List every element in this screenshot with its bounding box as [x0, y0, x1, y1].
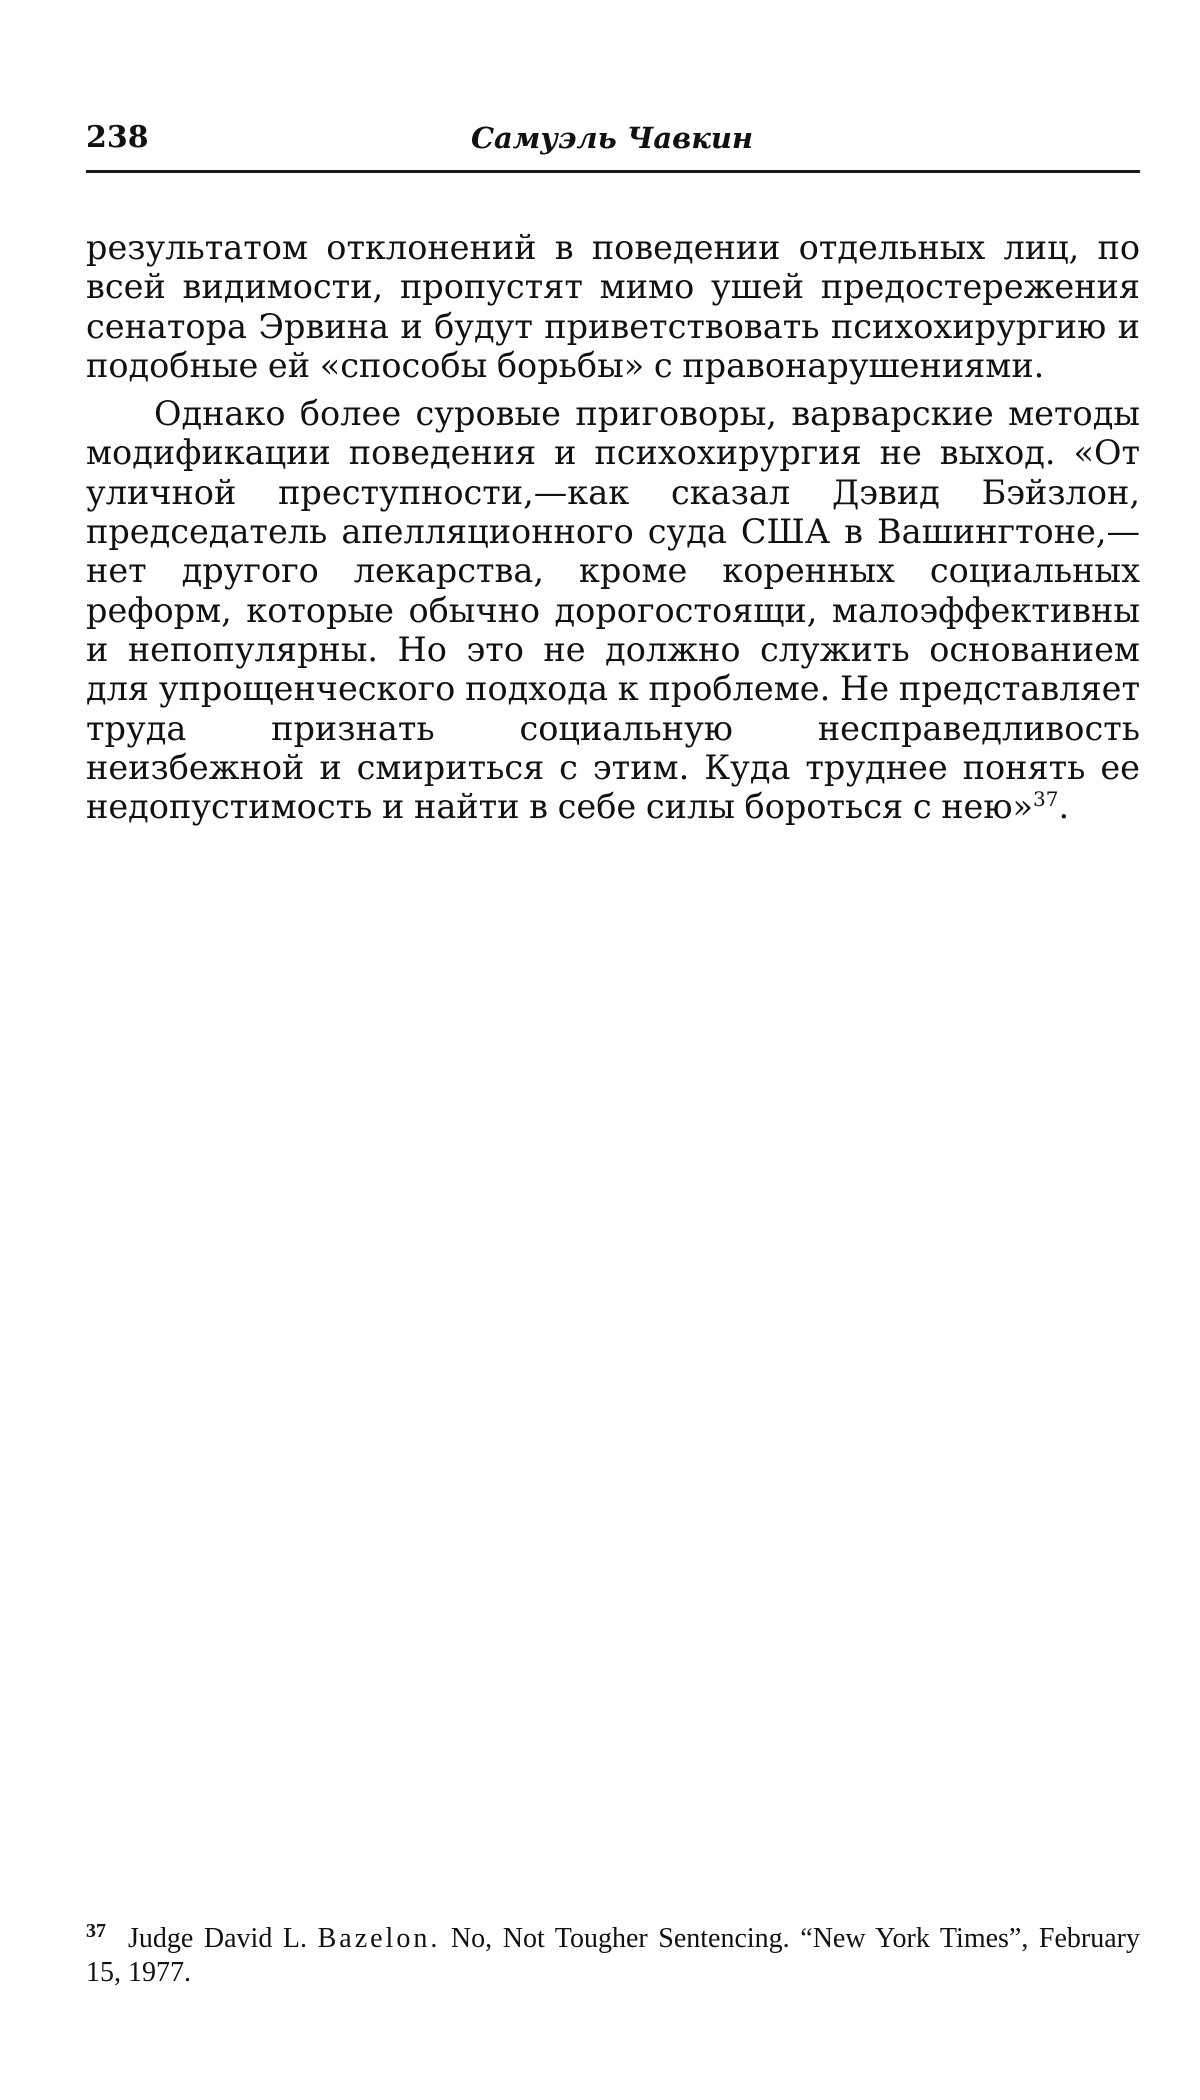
paragraph-2-end: .	[1058, 787, 1070, 827]
footnote-number: 37	[86, 1919, 106, 1942]
running-title: Самуэль Чавкин	[470, 121, 754, 155]
footnote-reference: 37	[1033, 787, 1059, 811]
footnote-text-after: No, Not Tougher Sentencing. “New York Times”, February 15, 1977.	[86, 1923, 1140, 1988]
paragraph-1: результатом отклонений в поведении отдельных лиц, по всей видимости, пропустят мимо ушей предостережения сенатора Эрвина и будут приветствовать психохирургию и подобные ей «способы борьбы» с правонарушениями.	[86, 228, 1140, 385]
footnote-author: Bazelon.	[317, 1923, 441, 1954]
page-number: 238	[86, 120, 149, 155]
paragraph-2	[86, 394, 1140, 826]
paragraph-2-text: Однако более суровые приговоры, варварские методы модификации поведения и психохирургия не выход. «От уличной преступности,—как сказал Дэвид Бэйзлон, председатель апелляционного суда США в Вашингтоне,—нет другого лекарства, кроме коренных социальных реформ, которые обычно дорогостоящи, малоэффективны и непопулярны. Но это не должно служить основанием для упрощенческого подхода к проблеме. Не представляет труда признать социальную несправедливость неизбежной и смириться с этим. Куда труднее понять ее недопустимость и найти в себе силы бороться с нею»	[86, 394, 1140, 827]
header-rule	[86, 170, 1140, 173]
body-text	[86, 228, 1140, 826]
running-head	[86, 112, 1138, 164]
footnote-text-before: Judge David L.	[128, 1923, 308, 1954]
footnote	[86, 1919, 1140, 1990]
